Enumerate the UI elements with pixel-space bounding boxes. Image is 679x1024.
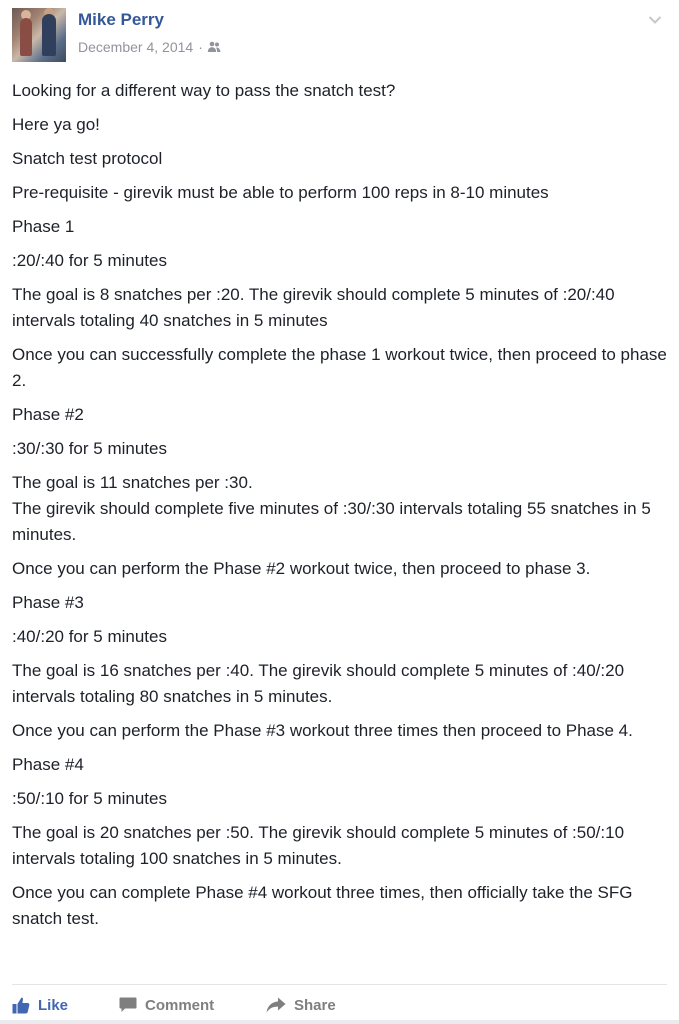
comment-icon — [119, 997, 137, 1013]
share-icon — [266, 997, 286, 1013]
post-header — [12, 8, 672, 62]
comment-label: Comment — [145, 996, 215, 1014]
post-paragraph: Pre-requisite - girevik must be able to perform 100 reps in 8-10 minutes — [12, 183, 549, 202]
post-paragraph: Once you can successfully complete the phase 1 workout twice, then proceed to phase 2. — [12, 345, 667, 390]
like-button[interactable] — [12, 992, 68, 1018]
post-paragraph: Snatch test protocol — [12, 149, 163, 168]
divider — [12, 984, 667, 985]
post-paragraph: Once you can perform the Phase #3 workout three times then proceed to Phase 4. — [12, 721, 633, 740]
post-meta — [78, 39, 221, 56]
post-paragraph: Here ya go! — [12, 115, 100, 134]
post-paragraph: :40/:20 for 5 minutes — [12, 627, 167, 646]
post-paragraph: Looking for a different way to pass the snatch test? — [12, 81, 396, 100]
avatar[interactable] — [12, 8, 66, 62]
comment-button[interactable] — [119, 992, 214, 1018]
action-bar — [12, 992, 667, 1018]
post-paragraph: Phase #4 — [12, 755, 84, 774]
post-paragraph: Once you can complete Phase #4 workout three times, then officially take the SFG snatch test. — [12, 883, 633, 928]
post-paragraph: The goal is 20 snatches per :50. The girevik should complete 5 minutes of :50/:10 intervals totaling 100 snatches in 5 minutes. — [12, 823, 625, 868]
post-paragraph: The goal is 11 snatches per :30. The girevik should complete five minutes of :30/:30 intervals totaling 55 snatches in 5 minutes. — [12, 473, 651, 544]
post-body — [12, 78, 670, 940]
post-paragraph: The goal is 16 snatches per :40. The girevik should complete 5 minutes of :40/:20 intervals totaling 80 snatches in 5 minutes. — [12, 661, 625, 706]
post-paragraph: :20/:40 for 5 minutes — [12, 251, 167, 270]
thumbs-up-icon — [12, 997, 30, 1014]
post-paragraph: Phase 1 — [12, 217, 75, 236]
post-paragraph: The goal is 8 snatches per :20. The girevik should complete 5 minutes of :20/:40 intervals totaling 40 snatches in 5 minutes — [12, 285, 615, 330]
share-label: Share — [294, 996, 336, 1014]
post-paragraph: Once you can perform the Phase #2 workout twice, then proceed to phase 3. — [12, 559, 591, 578]
friends-icon[interactable] — [207, 40, 221, 56]
post-date[interactable]: December 4, 2014 — [78, 39, 194, 55]
meta-separator: · — [198, 39, 203, 55]
feed-separator — [0, 1020, 679, 1024]
chevron-down-icon[interactable] — [648, 12, 662, 22]
post-paragraph: Phase #2 — [12, 405, 84, 424]
like-label: Like — [38, 996, 69, 1014]
post-paragraph: :50/:10 for 5 minutes — [12, 789, 167, 808]
author-name[interactable]: Mike Perry — [78, 10, 164, 29]
post-paragraph: :30/:30 for 5 minutes — [12, 439, 167, 458]
post-paragraph: Phase #3 — [12, 593, 84, 612]
share-button[interactable] — [266, 992, 336, 1018]
